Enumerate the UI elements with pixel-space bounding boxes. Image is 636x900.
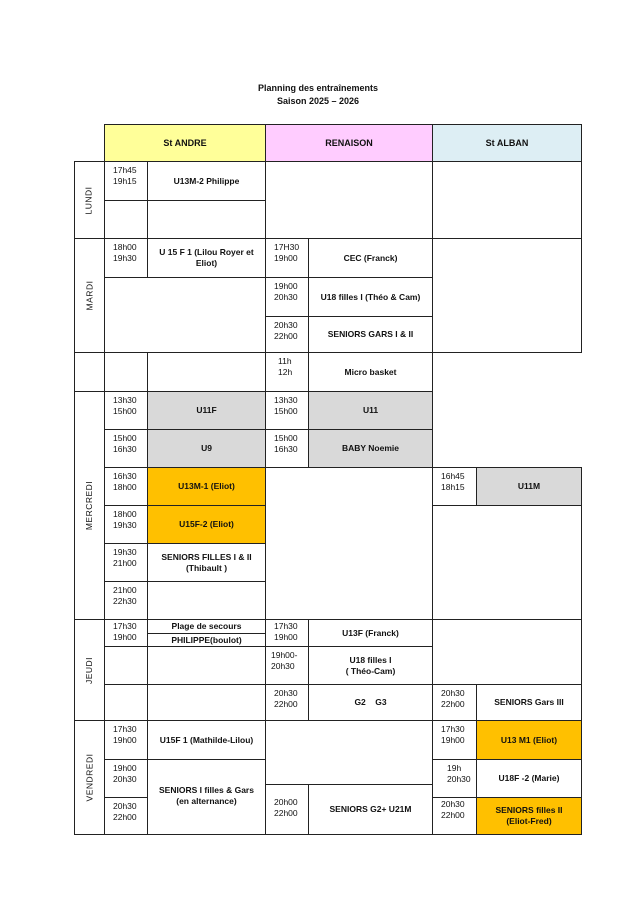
activity-cell: Micro basket xyxy=(308,352,433,392)
empty-cell xyxy=(432,238,582,353)
empty-cell xyxy=(265,467,433,620)
time-cell: 11h 12h xyxy=(265,352,309,392)
time-cell: 20h30 22h00 xyxy=(104,797,148,835)
time-cell: 17h30 19h00 xyxy=(104,720,148,760)
activity-cell: U18 filles I ( Théo-Cam) xyxy=(308,646,433,685)
activity-cell: U11M xyxy=(476,467,582,506)
time-cell: 17h30 19h00 xyxy=(104,619,148,647)
time-cell: 18h00 19h30 xyxy=(104,505,148,544)
time-cell: 17h30 19h00 xyxy=(432,720,477,760)
day-vendredi: VENDREDI xyxy=(74,720,105,835)
activity-cell: U11F xyxy=(147,391,266,430)
time-cell: 18h00 19h30 xyxy=(104,238,148,278)
activity-cell: Plage de secours xyxy=(147,619,266,634)
venue-header-st-alban: St ALBAN xyxy=(432,124,582,162)
time-cell: 20h00 22h00 xyxy=(265,784,309,835)
time-cell: 13h30 15h00 xyxy=(265,391,309,430)
time-cell: 20h30 22h00 xyxy=(432,797,477,835)
time-cell: 15h00 16h30 xyxy=(104,429,148,468)
time-cell: 13h30 15h00 xyxy=(104,391,148,430)
venue-header-st-andre: St ANDRE xyxy=(104,124,266,162)
page-subtitle: Saison 2025 – 2026 xyxy=(276,96,360,106)
activity-cell: SENIORS G2+ U21M xyxy=(308,784,433,835)
time-cell: 21h00 22h30 xyxy=(104,581,148,620)
empty-cell xyxy=(265,720,433,785)
activity-cell: U11 xyxy=(308,391,433,430)
empty-cell xyxy=(147,646,266,685)
activity-cell: U 15 F 1 (Lilou Royer et Eliot) xyxy=(147,238,266,278)
activity-cell: U13M-1 (Eliot) xyxy=(147,467,266,506)
time-cell: 19h00 20h30 xyxy=(104,759,148,798)
activity-cell: U9 xyxy=(147,429,266,468)
empty-cell xyxy=(147,352,266,392)
activity-cell: U13F (Franck) xyxy=(308,619,433,647)
empty-cell xyxy=(265,161,433,239)
empty-cell xyxy=(104,277,266,353)
time-cell: 17H30 19h00 xyxy=(265,238,309,278)
time-cell: 19h00- 20h30 xyxy=(265,646,309,685)
activity-cell: CEC (Franck) xyxy=(308,238,433,278)
activity-cell: SENIORS GARS I & II xyxy=(308,316,433,353)
day-lundi: LUNDI xyxy=(74,161,105,239)
activity-cell: BABY Noemie xyxy=(308,429,433,468)
activity-cell: U18F -2 (Marie) xyxy=(476,759,582,798)
day-mardi: MARDI xyxy=(74,238,105,353)
empty-cell xyxy=(104,646,148,685)
time-cell: 19h30 21h00 xyxy=(104,543,148,582)
activity-cell: SENIORS FILLES I & II (Thibault ) xyxy=(147,543,266,582)
activity-cell: U15F-2 (Eliot) xyxy=(147,505,266,544)
activity-cell: U15F 1 (Mathilde-Lilou) xyxy=(147,720,266,760)
time-cell: 17h30 19h00 xyxy=(265,619,309,647)
page-title: Planning des entraînements xyxy=(257,83,379,93)
empty-cell xyxy=(147,200,266,239)
empty-cell xyxy=(104,684,148,721)
empty-cell xyxy=(104,200,148,239)
time-cell: 15h00 16h30 xyxy=(265,429,309,468)
activity-cell: U13M-2 Philippe xyxy=(147,161,266,201)
empty-cell xyxy=(432,505,582,620)
time-cell: 19h00 20h30 xyxy=(265,277,309,317)
venue-header-renaison: RENAISON xyxy=(265,124,433,162)
empty-cell xyxy=(104,352,148,392)
time-cell: 17h45 19h15 xyxy=(104,161,148,201)
activity-cell: SENIORS I filles & Gars (en alternance) xyxy=(147,759,266,835)
empty-cell xyxy=(147,684,266,721)
activity-cell xyxy=(147,581,266,620)
empty-cell xyxy=(432,161,582,239)
time-cell: 20h30 22h00 xyxy=(432,684,477,721)
day-jeudi: JEUDI xyxy=(74,619,105,721)
activity-cell: U18 filles I (Théo & Cam) xyxy=(308,277,433,317)
activity-cell: PHILIPPE(boulot) xyxy=(147,633,266,647)
time-cell: 16h30 18h00 xyxy=(104,467,148,506)
time-cell: 20h30 22h00 xyxy=(265,316,309,353)
activity-cell: SENIORS filles II (Eliot-Fred) xyxy=(476,797,582,835)
time-cell: 20h30 22h00 xyxy=(265,684,309,721)
activity-cell: SENIORS Gars III xyxy=(476,684,582,721)
empty-cell xyxy=(432,619,582,685)
time-cell: 16h45 18h15 xyxy=(432,467,477,506)
time-cell: 19h 20h30 xyxy=(432,759,477,798)
day-mercredi: MERCREDI xyxy=(74,391,105,620)
activity-cell: U13 M1 (Eliot) xyxy=(476,720,582,760)
activity-cell: G2 G3 xyxy=(308,684,433,721)
empty-cell xyxy=(74,352,105,392)
